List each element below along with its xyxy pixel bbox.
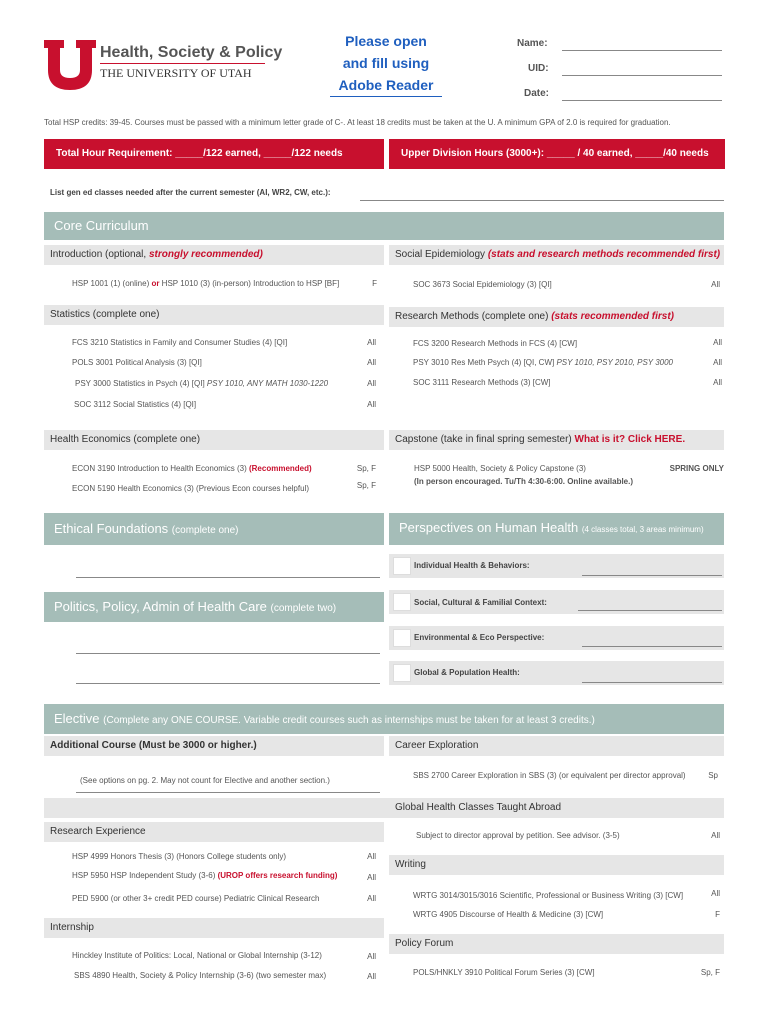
- policy-forum-header: [389, 934, 724, 954]
- research-exp-label: Research Experience: [50, 826, 146, 837]
- logo-title: Health, Society & Policy: [100, 44, 283, 61]
- social-checkbox[interactable]: [393, 593, 411, 611]
- environmental-label: Environmental & Eco Perspective:: [414, 633, 545, 642]
- writing-header: [389, 855, 724, 875]
- politics-field-2[interactable]: [76, 683, 380, 684]
- stats-header: [44, 305, 384, 325]
- course-wrtg4905: WRTG 4905 Discourse of Health & Medicine (3) [CW]: [413, 910, 604, 919]
- course-hsp5000: HSP 5000 Health, Society & Policy Capstone (3): [414, 464, 586, 473]
- course-hinckley-term: All: [367, 952, 376, 961]
- course-wrtg3014: WRTG 3014/3015/3016 Scientific, Professional or Business Writing (3) [CW]: [413, 891, 684, 900]
- global-abroad-course: Subject to director approval by petition. See advisor. (3-5): [416, 831, 620, 840]
- upper-division-bar[interactable]: Upper Division Hours (3000+): _____ / 40 earned, _____/40 needs: [389, 139, 725, 169]
- additional-label: Additional Course (Must be 3000 or higher.): [50, 740, 257, 751]
- gen-ed-field[interactable]: [360, 200, 724, 201]
- social-label: Social, Cultural & Familial Context:: [414, 598, 547, 607]
- intro-text: Total HSP credits: 39-45. Courses must be passed with a minimum letter grade of C-. At least 18 credits must be taken at the U. A minimum GPA of 2.0 is required for graduation.: [44, 118, 671, 127]
- course-fcs3210: FCS 3210 Statistics in Family and Consumer Studies (4) [QI]: [72, 338, 288, 347]
- core-curriculum-header: [44, 212, 724, 240]
- research-exp-header: [44, 822, 384, 842]
- course-psy3010-term: All: [713, 358, 722, 367]
- course-psy3000-term: All: [367, 379, 376, 388]
- course-hinckley: Hinckley Institute of Politics: Local, National or Global Internship (3-12): [72, 951, 322, 960]
- course-hsp1001-term: F: [372, 279, 377, 288]
- politics-title: Politics, Policy, Admin of Health Care: [54, 599, 271, 614]
- course-soc3111: SOC 3111 Research Methods (3) [CW]: [413, 378, 551, 387]
- global-checkbox[interactable]: [393, 664, 411, 682]
- adobe-note: [330, 30, 442, 97]
- health-econ-header: [44, 430, 384, 450]
- capstone-header: [389, 430, 724, 450]
- capstone-note: (In person encouraged. Tu/Th 4:30-6:00. Online available.): [414, 477, 634, 486]
- global-abroad-label: Global Health Classes Taught Abroad: [395, 802, 562, 813]
- environmental-checkbox[interactable]: [393, 629, 411, 647]
- politics-header: [44, 592, 384, 622]
- course-psy3000: PSY 3000 Statistics in Psych (4) [QI] PSY 1010, ANY MATH 1030-1220: [75, 379, 329, 388]
- ethical-title: Ethical Foundations: [54, 521, 172, 536]
- global-abroad-term: All: [711, 831, 720, 840]
- course-pols3001: POLS 3001 Political Analysis (3) [QI]: [72, 358, 202, 367]
- intro-label: Introduction (optional,: [50, 249, 149, 260]
- perspectives-title: Perspectives on Human Health: [399, 520, 582, 535]
- course-econ5190: ECON 5190 Health Economics (3) (Previous Econ courses helpful): [72, 484, 309, 493]
- logo-subtitle: THE UNIVERSITY OF UTAH: [100, 66, 252, 80]
- perspectives-header: [389, 513, 724, 545]
- research-methods-header: [389, 307, 724, 327]
- date-field[interactable]: [562, 100, 722, 101]
- course-fcs3210-term: All: [367, 338, 376, 347]
- intro-header: [44, 245, 384, 265]
- course-econ3190-term: Sp, F: [356, 464, 376, 473]
- individual-checkbox[interactable]: [393, 557, 411, 575]
- course-soc3112: SOC 3112 Social Statistics (4) [QI]: [74, 400, 197, 409]
- health-econ-label: Health Economics (complete one): [50, 434, 201, 445]
- course-soc3673: SOC 3673 Social Epidemiology (3) [QI]: [413, 280, 552, 289]
- course-econ3190: ECON 3190 Introduction to Health Economics (3) (Recommended): [72, 464, 312, 473]
- ethical-field[interactable]: [76, 577, 380, 578]
- politics-sub: (complete two): [270, 603, 337, 614]
- elective-title: Elective: [54, 711, 104, 726]
- course-soc3673-term: All: [711, 280, 720, 289]
- soc-epi-header: [389, 245, 724, 265]
- capstone-label: Capstone (take in final spring semester): [395, 434, 575, 445]
- total-hour-bar[interactable]: Total Hour Requirement: _____/122 earned, _____/122 needs: [44, 139, 384, 169]
- perspectives-sub: (4 classes total, 3 areas minimum): [581, 525, 704, 534]
- course-hsp4999: HSP 4999 Honors Thesis (3) (Honors College students only): [72, 852, 287, 861]
- capstone-link[interactable]: What is it? Click HERE.: [574, 434, 686, 445]
- block-u-icon: [44, 40, 96, 90]
- adobe-note-line1: Please open: [345, 33, 427, 49]
- additional-field[interactable]: [76, 792, 380, 793]
- course-pols3910-term: Sp, F: [700, 968, 720, 977]
- career-label: Career Exploration: [395, 740, 479, 751]
- elective-sub: (Complete any ONE COURSE. Variable credit courses such as internships must be taken for at least 3 credits.): [103, 715, 595, 726]
- course-fcs3200: FCS 3200 Research Methods in FCS (4) [CW]: [413, 339, 578, 348]
- additional-header: [44, 736, 384, 756]
- core-title: Core Curriculum: [54, 218, 149, 233]
- ethical-header: [44, 513, 384, 545]
- global-label: Global & Population Health:: [414, 668, 520, 677]
- course-hsp4999-term: All: [367, 852, 376, 861]
- course-sbs2700: SBS 2700 Career Exploration in SBS (3) (or equivalent per director approval): [413, 771, 686, 780]
- uid-label: UID:: [528, 63, 549, 74]
- policy-forum-label: Policy Forum: [395, 938, 454, 949]
- soc-epi-label: Social Epidemiology: [395, 249, 488, 260]
- course-ped5900: PED 5900 (or other 3+ credit PED course) Pediatric Clinical Research: [72, 894, 320, 903]
- individual-label: Individual Health & Behaviors:: [414, 561, 530, 570]
- ethical-sub: (complete one): [171, 525, 239, 536]
- career-header: [389, 736, 724, 756]
- date-label: Date:: [524, 88, 550, 99]
- global-field[interactable]: [582, 682, 722, 683]
- stats-label: Statistics (complete one): [50, 309, 160, 320]
- course-sbs4890: SBS 4890 Health, Society & Policy Internship (3-6) (two semester max): [74, 971, 327, 980]
- capstone-term: SPRING ONLY: [669, 464, 724, 473]
- course-sbs4890-term: All: [367, 972, 376, 981]
- environmental-field[interactable]: [582, 646, 722, 647]
- internship-header: [44, 918, 384, 938]
- research-label: Research Methods (complete one): [395, 311, 552, 322]
- course-sbs2700-term: Sp: [708, 771, 718, 780]
- uid-field[interactable]: [562, 75, 722, 76]
- course-pols3001-term: All: [367, 358, 376, 367]
- course-pols3910: POLS/HNKLY 3910 Political Forum Series (3) [CW]: [413, 968, 595, 977]
- intro-label-red: strongly recommended): [148, 249, 263, 260]
- adobe-note-line2: and fill using: [342, 55, 430, 71]
- course-ped5900-term: All: [367, 894, 376, 903]
- name-label: Name:: [517, 38, 548, 49]
- internship-label: Internship: [50, 922, 94, 933]
- gen-ed-label: List gen ed classes needed after the current semester (AI, WR2, CW, etc.):: [50, 188, 331, 197]
- individual-field[interactable]: [582, 575, 722, 576]
- course-hsp5950: HSP 5950 HSP Independent Study (3-6) (UROP offers research funding): [72, 871, 338, 880]
- course-wrtg4905-term: F: [715, 910, 720, 919]
- course-psy3010: PSY 3010 Res Meth Psych (4) [QI, CW] PSY 1010, PSY 2010, PSY 3000: [413, 358, 674, 367]
- additional-note: (See options on pg. 2. May not count for Elective and another section.): [80, 776, 330, 785]
- global-abroad-header: [44, 798, 724, 818]
- name-field[interactable]: [562, 50, 722, 51]
- course-soc3111-term: All: [713, 378, 722, 387]
- course-econ5190-term: Sp, F: [356, 481, 376, 490]
- course-soc3112-term: All: [367, 400, 376, 409]
- course-hsp5950-term: All: [367, 873, 376, 882]
- writing-label: Writing: [395, 859, 426, 870]
- adobe-note-line3: Adobe Reader: [330, 74, 442, 97]
- elective-header: [44, 704, 724, 734]
- politics-field-1[interactable]: [76, 653, 380, 654]
- social-field[interactable]: [578, 610, 722, 611]
- research-label-red: (stats recommended first): [551, 311, 674, 322]
- course-hsp1001: HSP 1001 (1) (online) or HSP 1010 (3) (in-person) Introduction to HSP [BF]: [72, 279, 340, 288]
- course-fcs3200-term: All: [713, 338, 722, 347]
- soc-epi-label-red: (stats and research methods recommended first): [487, 249, 721, 260]
- course-wrtg3014-term: All: [711, 889, 720, 898]
